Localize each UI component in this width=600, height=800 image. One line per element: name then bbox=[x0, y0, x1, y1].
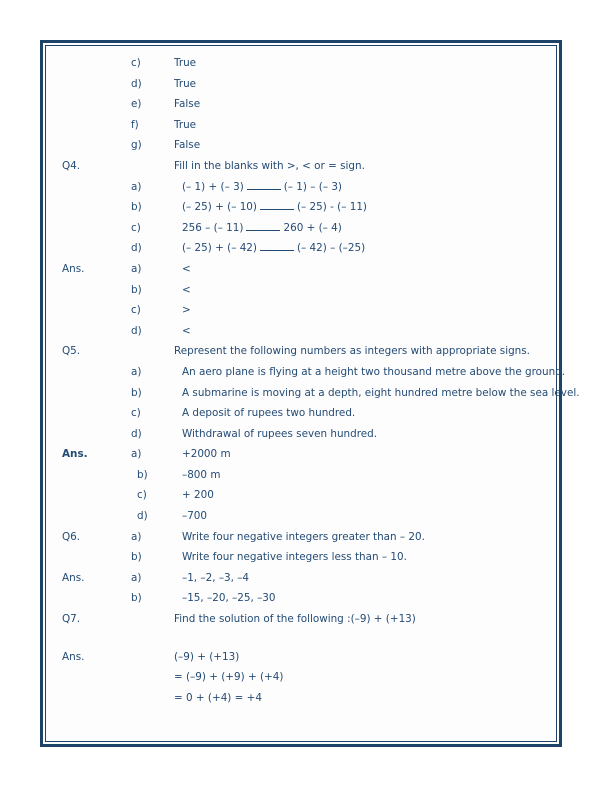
item-label: b) bbox=[131, 201, 142, 214]
item-label: c) bbox=[131, 304, 141, 317]
answer-label: Ans. bbox=[62, 262, 85, 275]
question-q6 bbox=[56, 527, 546, 548]
item-value: False bbox=[174, 139, 201, 152]
document-content bbox=[46, 46, 580, 741]
expression-right: (– 42) – (–25) bbox=[296, 242, 366, 255]
expression-left: (– 1) + (– 3) bbox=[182, 180, 244, 193]
question-number: Q7. bbox=[62, 613, 81, 626]
item-label: b) bbox=[131, 386, 142, 399]
blank-underline bbox=[260, 200, 294, 210]
answer-label: Ans. bbox=[62, 650, 85, 663]
expression-left: 256 – (– 11) bbox=[182, 221, 244, 234]
expression-left: (– 25) + (– 42) bbox=[182, 242, 257, 255]
question-number: Q6. bbox=[62, 530, 81, 543]
item-label: d) bbox=[137, 510, 148, 523]
item-value: True bbox=[174, 118, 197, 131]
expression-right: 260 + (– 4) bbox=[283, 221, 342, 234]
answer-row bbox=[56, 321, 546, 342]
item-label: a) bbox=[131, 262, 142, 275]
item-label: a) bbox=[131, 530, 142, 543]
item-expression bbox=[182, 197, 367, 218]
item-label: a) bbox=[131, 365, 142, 378]
question-number: Q5. bbox=[62, 345, 81, 358]
item-value: False bbox=[174, 98, 201, 111]
item-label: d) bbox=[131, 242, 142, 255]
question-prompt: Fill in the blanks with >, < or = sign. bbox=[174, 159, 365, 172]
answer-row bbox=[56, 280, 546, 301]
answer-row bbox=[56, 568, 546, 589]
item-label: b) bbox=[131, 592, 142, 605]
item-label: b) bbox=[131, 283, 142, 296]
list-item bbox=[56, 218, 546, 239]
item-label: d) bbox=[131, 324, 142, 337]
item-text: A submarine is moving at a depth, eight hundred metre below the sea level. bbox=[182, 386, 580, 399]
list-item bbox=[56, 362, 566, 383]
item-label: e) bbox=[131, 98, 142, 111]
answer-value: < bbox=[182, 262, 191, 275]
list-item bbox=[56, 135, 546, 156]
expression-right: (– 1) – (– 3) bbox=[283, 180, 342, 193]
answer-value: –700 bbox=[182, 510, 208, 523]
answer-value: +2000 m bbox=[182, 448, 231, 461]
item-value: True bbox=[174, 57, 197, 69]
list-item bbox=[56, 403, 546, 424]
item-text: A deposit of rupees two hundred. bbox=[182, 407, 356, 420]
answer-row bbox=[56, 688, 546, 709]
item-text: Write four negative integers less than – 10. bbox=[182, 551, 407, 564]
expression-left: (– 25) + (– 10) bbox=[182, 201, 257, 214]
item-value: True bbox=[174, 77, 197, 90]
answer-row bbox=[56, 588, 546, 609]
list-item bbox=[56, 547, 546, 568]
item-label: a) bbox=[131, 571, 142, 584]
question-q4 bbox=[56, 156, 546, 177]
item-label: c) bbox=[131, 221, 141, 234]
question-prompt: Find the solution of the following :(–9) + (+13) bbox=[174, 613, 416, 626]
list-item bbox=[56, 197, 546, 218]
question-q5 bbox=[56, 341, 546, 362]
answer-row bbox=[56, 465, 546, 486]
item-label: a) bbox=[131, 180, 142, 193]
page-border-frame bbox=[40, 40, 580, 747]
answer-row bbox=[56, 647, 546, 668]
answer-value: –1, –2, –3, –4 bbox=[182, 571, 250, 584]
item-label: c) bbox=[131, 57, 141, 69]
item-expression bbox=[182, 177, 342, 198]
list-item bbox=[56, 53, 546, 74]
answer-row bbox=[56, 506, 546, 527]
item-label: f) bbox=[131, 118, 139, 131]
item-label: c) bbox=[137, 489, 147, 502]
list-item bbox=[56, 74, 546, 95]
answer-label: Ans. bbox=[62, 571, 85, 584]
item-text: Withdrawal of rupees seven hundred. bbox=[182, 427, 378, 440]
answer-value: > bbox=[182, 304, 191, 317]
item-expression bbox=[182, 218, 342, 239]
item-label: d) bbox=[131, 77, 142, 90]
item-label: c) bbox=[131, 407, 141, 420]
item-text: An aero plane is flying at a height two thousand metre above the ground. bbox=[182, 365, 566, 378]
expression-right: (– 25) - (– 11) bbox=[296, 201, 367, 214]
answer-row bbox=[56, 444, 546, 465]
answer-row bbox=[56, 485, 546, 506]
blank-underline bbox=[247, 180, 281, 190]
list-item bbox=[56, 115, 546, 136]
question-number: Q4. bbox=[62, 159, 81, 172]
answer-row bbox=[56, 259, 546, 280]
answer-value: –800 m bbox=[182, 468, 221, 481]
answer-row bbox=[56, 667, 546, 688]
answer-line: = 0 + (+4) = +4 bbox=[174, 691, 262, 704]
answer-value: < bbox=[182, 283, 191, 296]
answer-label: Ans. bbox=[62, 448, 88, 461]
answer-value: + 200 bbox=[182, 489, 214, 502]
page-border-inner bbox=[45, 45, 580, 742]
answer-row bbox=[56, 300, 546, 321]
list-item bbox=[56, 177, 546, 198]
list-item bbox=[56, 424, 546, 445]
answer-value: –15, –20, –25, –30 bbox=[182, 592, 276, 605]
item-label: a) bbox=[131, 448, 142, 461]
item-label: d) bbox=[131, 427, 142, 440]
list-item bbox=[56, 238, 546, 259]
item-text: Write four negative integers greater than – 20. bbox=[182, 530, 425, 543]
item-label: b) bbox=[137, 468, 148, 481]
answer-line: = (–9) + (+9) + (+4) bbox=[174, 671, 284, 684]
item-expression bbox=[182, 238, 365, 259]
answer-line: (–9) + (+13) bbox=[174, 650, 240, 663]
blank-underline bbox=[260, 241, 294, 251]
answer-value: < bbox=[182, 324, 191, 337]
item-label: g) bbox=[131, 139, 142, 152]
item-label: b) bbox=[131, 551, 142, 564]
list-item bbox=[56, 94, 546, 115]
question-prompt: Represent the following numbers as integers with appropriate signs. bbox=[174, 345, 530, 358]
list-item bbox=[56, 383, 580, 404]
question-q7 bbox=[56, 609, 546, 630]
blank-underline bbox=[246, 221, 280, 231]
